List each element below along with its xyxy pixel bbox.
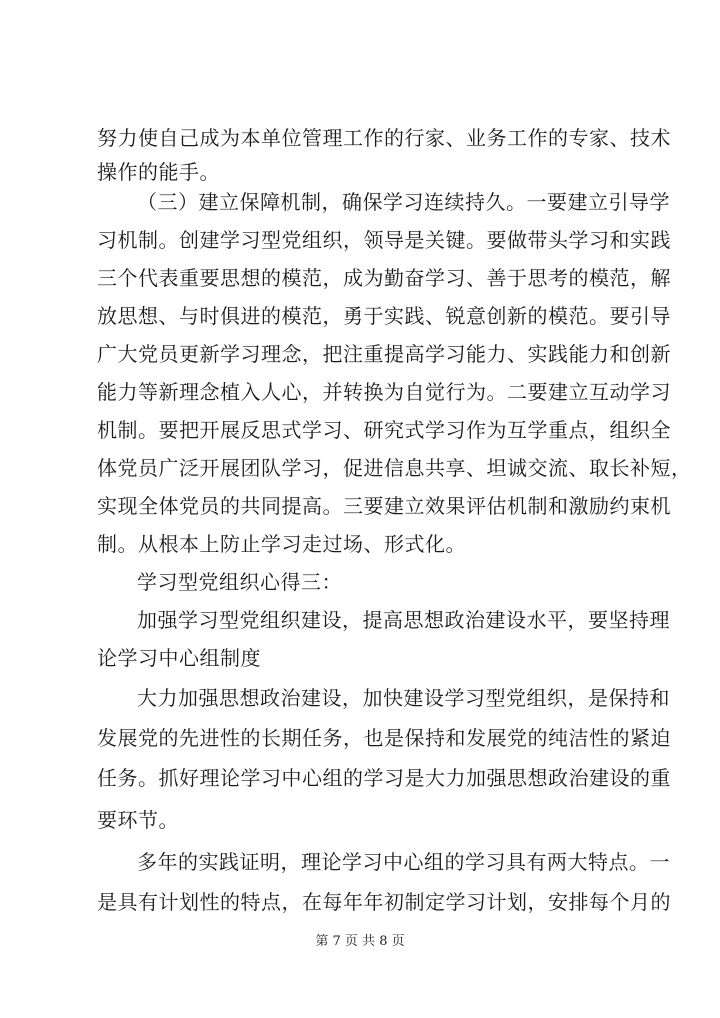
- text-line: 操作的能手。: [97, 160, 220, 184]
- text-line: 制。从根本上防止学习走过场、形式化。: [97, 532, 466, 556]
- text-line: 努力使自己成为本单位管理工作的行家、业务工作的专家、技术: [97, 126, 671, 150]
- text-line: （三）建立保障机制，确保学习连续持久。一要建立引导学: [137, 190, 670, 214]
- text-line: 广大党员更新学习理念，把注重提高学习能力、实践能力和创新: [97, 342, 671, 366]
- page-footer: 第 7 页 共 8 页: [315, 934, 405, 949]
- text-line: 实现全体党员的共同提高。三要建立效果评估机制和激励约束机: [97, 494, 671, 518]
- text-line: 任务。抓好理论学习中心组的学习是大力加强思想政治建设的重: [97, 766, 671, 790]
- text-line: 论学习中心组制度: [97, 646, 261, 670]
- text-line: 发展党的先进性的长期任务，也是保持和发展党的纯洁性的紧迫: [97, 726, 671, 750]
- section-title: 学习型党组织心得三：: [137, 570, 342, 594]
- text-line: 多年的实践证明，理论学习中心组的学习具有两大特点。一: [137, 850, 670, 874]
- text-line: 习机制。创建学习型党组织，领导是关键。要做带头学习和实践: [97, 228, 671, 252]
- text-line: 加强学习型党组织建设，提高思想政治建设水平，要坚持理: [137, 608, 670, 632]
- text-line: 放思想、与时俱进的模范，勇于实践、锐意创新的模范。要引导: [97, 304, 671, 328]
- text-line: 大力加强思想政治建设，加快建设学习型党组织，是保持和: [137, 686, 670, 710]
- text-line: 体党员广泛开展团队学习，促进信息共享、坦诚交流、取长补短，: [97, 456, 692, 480]
- text-line: 能力等新理念植入人心，并转换为自觉行为。二要建立互动学习: [97, 380, 671, 404]
- text-line: 是具有计划性的特点，在每年年初制定学习计划，安排每个月的: [97, 890, 671, 914]
- text-line: 机制。要把开展反思式学习、研究式学习作为互学重点，组织全: [97, 418, 671, 442]
- text-line: 三个代表重要思想的模范，成为勤奋学习、善于思考的模范，解: [97, 266, 671, 290]
- text-line: 要环节。: [97, 808, 179, 832]
